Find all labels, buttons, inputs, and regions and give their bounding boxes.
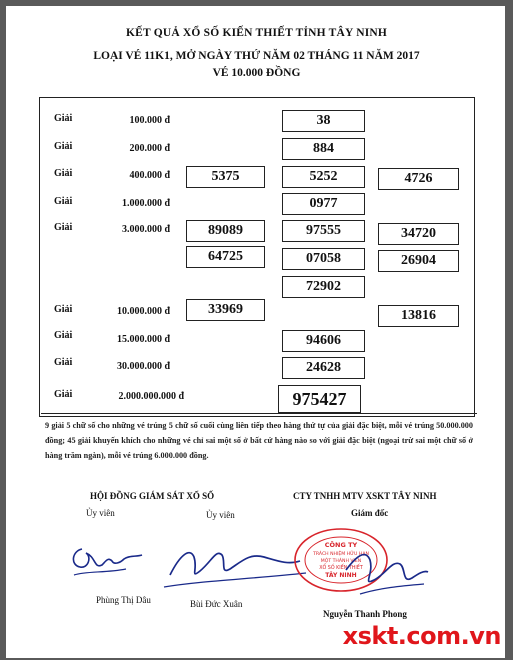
- prize-number: 94606: [282, 330, 365, 352]
- prize-number: 5252: [282, 166, 365, 188]
- prize-number: 64725: [186, 246, 265, 268]
- prize-amount: 1.000.000 đ: [121, 198, 170, 209]
- header-ticket-type: LOẠI VÉ 11K1, MỞ NGÀY THỨ NĂM 02 THÁNG 11 NĂM 2017: [93, 50, 420, 62]
- prize-note: 9 giải 5 chữ số cho những vé trúng 5 chữ số cuối cùng liên tiếp theo hàng thứ tự của giải đặc biệt, mỗi vé trúng 50.000.000 đồng; 45 giải khuyến khích cho những vé chỉ sai một số ở bất cứ hàng nào so với giải đặc biệt (ngoại trừ sai một chữ số ở hàng trăm ngàn), mỗi vé trúng 6.000.000 đồng.: [41, 413, 477, 463]
- site-watermark: xskt.com.vn: [342, 622, 501, 650]
- signature-scribble-icon: [160, 535, 310, 595]
- prize-number: 24628: [282, 357, 365, 379]
- prize-number: 97555: [282, 220, 365, 242]
- member-name: Bùi Đức Xuân: [190, 599, 243, 609]
- member-name: Phùng Thị Dâu: [96, 595, 151, 605]
- prize-number: 38: [282, 110, 365, 132]
- prize-amount: 200.000 đ: [129, 143, 170, 154]
- prize-number: 4726: [378, 168, 459, 190]
- prize-number: 34720: [378, 223, 459, 245]
- prize-number: 0977: [282, 193, 365, 215]
- prize-label: Giải: [54, 222, 73, 233]
- prize-amount: 100.000 đ: [129, 115, 170, 126]
- prize-label: Giải: [54, 168, 73, 179]
- prize-number: 07058: [282, 248, 365, 270]
- seal-line: TRÁCH NHIỆM HỮU HẠN: [313, 552, 369, 557]
- prize-number: 5375: [186, 166, 265, 188]
- signature-scribble-icon: [340, 540, 430, 600]
- prize-label: Giải: [54, 304, 73, 315]
- prize-amount: 2.000.000.000 đ: [118, 391, 184, 402]
- prize-amount: 3.000.000 đ: [121, 224, 170, 235]
- prize-amount: 30.000.000 đ: [116, 361, 170, 372]
- member-title: Ủy viên: [206, 510, 235, 520]
- prize-number: 33969: [186, 299, 265, 321]
- prize-label: Giải: [54, 196, 73, 207]
- director-title: Giám đốc: [351, 508, 389, 518]
- member-title: Ủy viên: [86, 508, 115, 518]
- prize-amount: 15.000.000 đ: [116, 334, 170, 345]
- prize-number: 26904: [378, 250, 459, 272]
- header-ticket-price: VÉ 10.000 ĐỒNG: [212, 67, 301, 79]
- prize-label: Giải: [54, 113, 73, 124]
- prize-number: 884: [282, 138, 365, 160]
- prize-label: Giải: [54, 330, 73, 341]
- prize-label: Giải: [54, 357, 73, 368]
- seal-line: TÂY NINH: [325, 572, 357, 579]
- prize-number: 72902: [282, 276, 365, 298]
- seal-line: MỘT THÀNH VIÊN: [320, 559, 362, 564]
- seal-line: XỔ SỐ KIẾN THIẾT: [319, 566, 363, 571]
- council-heading: HỘI ĐỒNG GIÁM SÁT XỔ SỐ: [90, 491, 215, 501]
- seal-line: CÔNG TY: [324, 541, 358, 549]
- prize-number: 89089: [186, 220, 265, 242]
- prize-label: Giải: [54, 141, 73, 152]
- signature-scribble-icon: [66, 535, 146, 585]
- prize-amount: 10.000.000 đ: [116, 306, 170, 317]
- special-prize-number: 975427: [278, 385, 361, 413]
- prize-label: Giải: [54, 389, 73, 400]
- prize-amount: 400.000 đ: [129, 170, 170, 181]
- company-heading: CTY TNHH MTV XSKT TÂY NINH: [293, 491, 437, 501]
- header-title: KẾT QUẢ XỔ SỐ KIẾN THIẾT TỈNH TÂY NINH: [125, 27, 388, 39]
- prize-number: 13816: [378, 305, 459, 327]
- director-name: Nguyễn Thanh Phong: [323, 609, 407, 619]
